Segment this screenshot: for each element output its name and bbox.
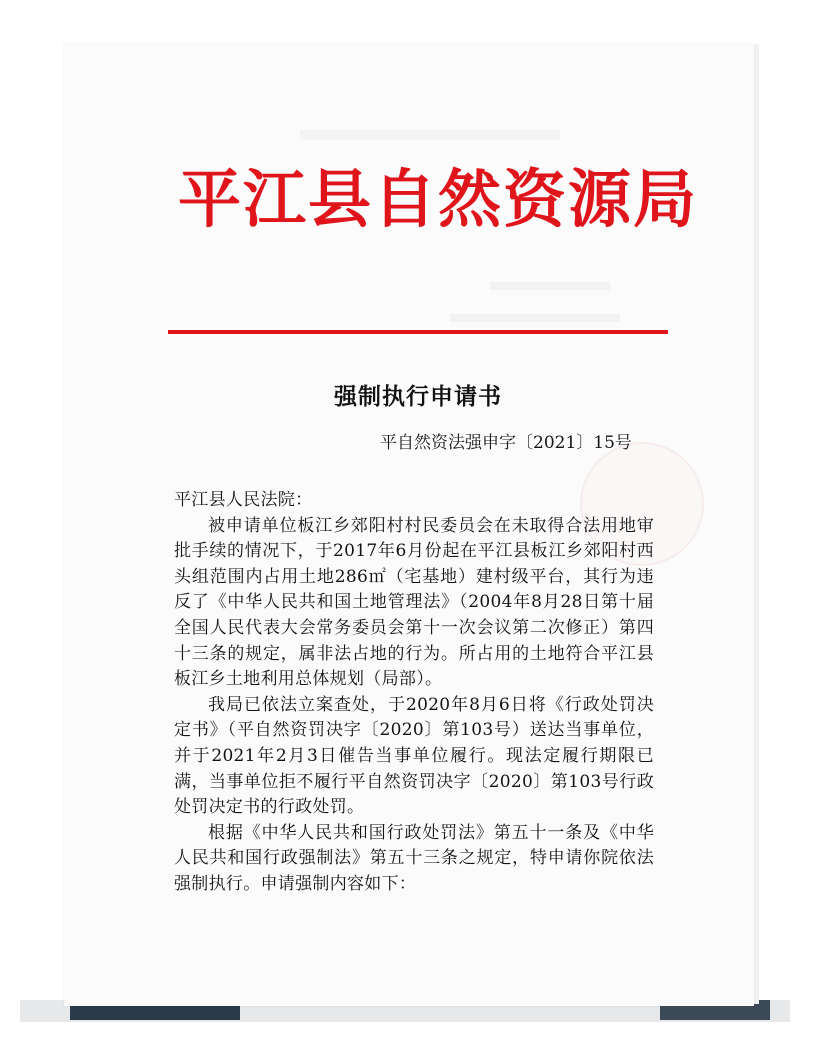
salutation: 平江县人民法院： [174,490,313,510]
bleed-through-mark [490,282,610,290]
body-paragraph-2: 我局已依法立案查处，于2020年8月6日将《行政处罚决定书》（平自然资罚决字〔2020〕第103号）送达当事单位，并于2021年2月3日催告当事单位履行。现法定履行期限已满，当事单位拒不履行平自然资罚决字〔2020〕第103号行政处罚决定书的行政处罚。 [174,694,654,818]
letterhead-red-rule [168,330,668,334]
bleed-through-mark [450,314,620,322]
body-paragraph-1: 被申请单位板江乡郊阳村村民委员会在未取得合法用地审批手续的情况下，于2017年6月份起在平江县板江乡郊阳村西头组范围内占用土地286㎡（宅基地）建村级平台，其行为违反了《中华人民共和国土地管理法》（2004年8月28日第十届全国人民代表大会常务委员会第十一次会议第二次修正）第四十三条的规定，属非法占地的行为。所占用的土地符合平江县板江乡土地利用总体规划（局部）。 [174,515,654,690]
agency-letterhead: 平江县自然资源局 [178,162,698,236]
document-number: 平自然资法强申字〔2021〕15号 [380,433,632,453]
bleed-through-mark [300,130,560,140]
document-body [174,488,654,898]
body-paragraph-3: 根据《中华人民共和国行政处罚法》第五十一条及《中华人民共和国行政强制法》第五十三条之规定，特申请你院依法强制执行。申请强制内容如下： [174,822,654,894]
document-title: 强制执行申请书 [334,383,502,410]
